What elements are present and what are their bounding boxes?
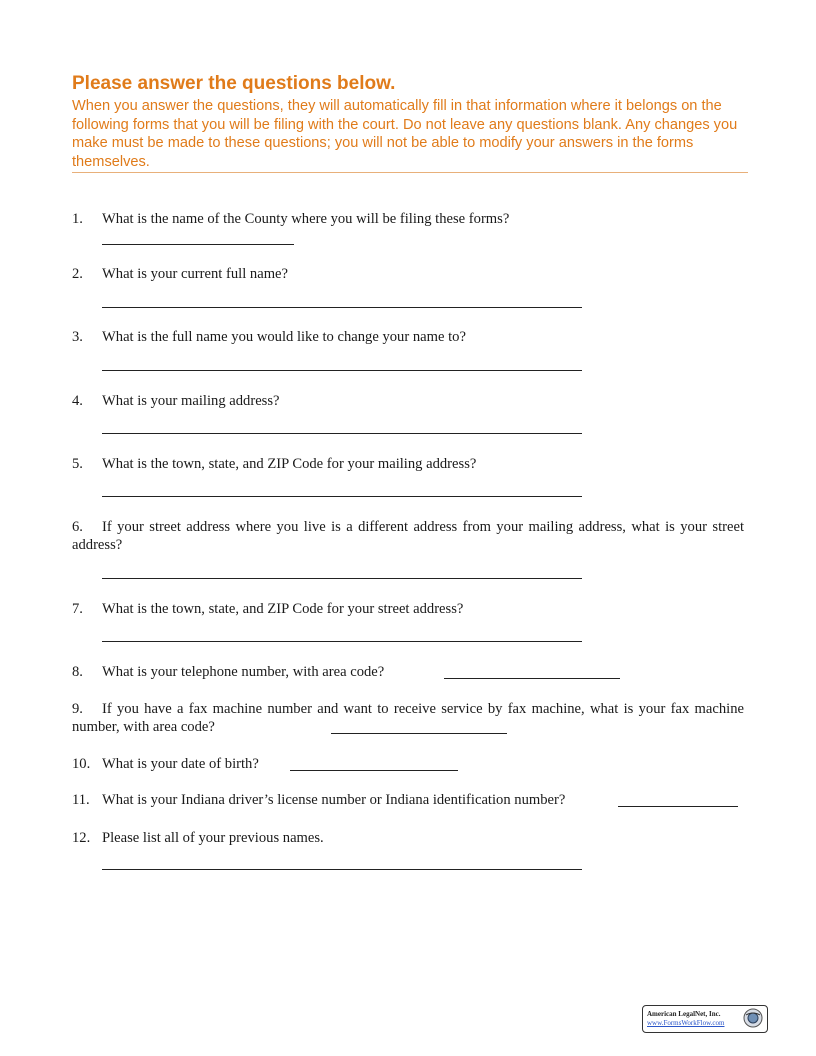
logo-company: American LegalNet, Inc. xyxy=(647,1010,721,1018)
answer-line-12[interactable] xyxy=(102,869,582,870)
answer-line-2[interactable] xyxy=(102,307,582,308)
question-text: What is your telephone number, with area code? xyxy=(102,664,385,680)
answer-line-10[interactable] xyxy=(290,770,458,771)
answer-line-8[interactable] xyxy=(444,678,620,679)
answer-line-3[interactable] xyxy=(102,370,582,371)
question-text: What is the town, state, and ZIP Code for your street address? xyxy=(102,601,464,617)
question-text: What is your Indiana driver’s license number or Indiana identification number? xyxy=(102,792,566,808)
question-text: What is the town, state, and ZIP Code for your mailing address? xyxy=(102,456,477,472)
question-5 xyxy=(72,455,744,473)
header xyxy=(72,72,748,171)
question-7 xyxy=(72,600,744,618)
question-number: 3. xyxy=(72,329,83,345)
page-title: Please answer the questions below. xyxy=(72,73,396,94)
header-divider xyxy=(72,172,748,173)
question-text: Please list all of your previous names. xyxy=(102,830,324,846)
question-9 xyxy=(72,700,744,736)
question-number: 5. xyxy=(72,456,83,472)
question-text: What is the name of the County where you will be filing these forms? xyxy=(102,211,510,227)
answer-line-11[interactable] xyxy=(618,806,738,807)
question-number: 7. xyxy=(72,601,83,617)
answer-line-7[interactable] xyxy=(102,641,582,642)
question-4 xyxy=(72,392,744,410)
question-number: 11. xyxy=(72,792,90,808)
question-6 xyxy=(72,518,744,554)
question-8 xyxy=(72,663,744,681)
question-text: What is your date of birth? xyxy=(102,756,259,772)
globe-icon xyxy=(743,1008,763,1028)
question-text: If your street address where you live is a different address from your mailing address, what is your street address? xyxy=(72,519,744,553)
question-text: What is your mailing address? xyxy=(102,393,280,409)
question-1 xyxy=(72,210,744,228)
question-number: 10. xyxy=(72,756,91,772)
question-number: 1. xyxy=(72,211,83,227)
question-text: What is your current full name? xyxy=(102,266,288,282)
logo-link[interactable]: www.FormsWorkFlow.com xyxy=(647,1019,725,1027)
question-2 xyxy=(72,265,744,283)
question-number: 9. xyxy=(72,701,83,717)
answer-line-1[interactable] xyxy=(102,244,294,245)
question-text: What is the full name you would like to change your name to? xyxy=(102,329,466,345)
question-number: 12. xyxy=(72,830,91,846)
question-3 xyxy=(72,328,744,346)
answer-line-4[interactable] xyxy=(102,433,582,434)
question-number: 8. xyxy=(72,664,83,680)
answer-line-5[interactable] xyxy=(102,496,582,497)
question-number: 2. xyxy=(72,266,83,282)
question-number: 4. xyxy=(72,393,83,409)
answer-line-6[interactable] xyxy=(102,578,582,579)
question-number: 6. xyxy=(72,519,83,535)
question-12 xyxy=(72,829,744,847)
question-text: If you have a fax machine number and want to receive service by fax machine, what is your fax machine number, with area code? xyxy=(72,701,744,735)
footer-logo xyxy=(642,1005,768,1033)
instructions-text: When you answer the questions, they will automatically fill in that information where it belongs on the following forms that you will be filing with the court. Do not leave any questions blank. Any changes you make must be made to these questions; you will not be able to modify your answers in the forms themselves. xyxy=(72,98,738,170)
answer-line-9[interactable] xyxy=(331,733,507,734)
